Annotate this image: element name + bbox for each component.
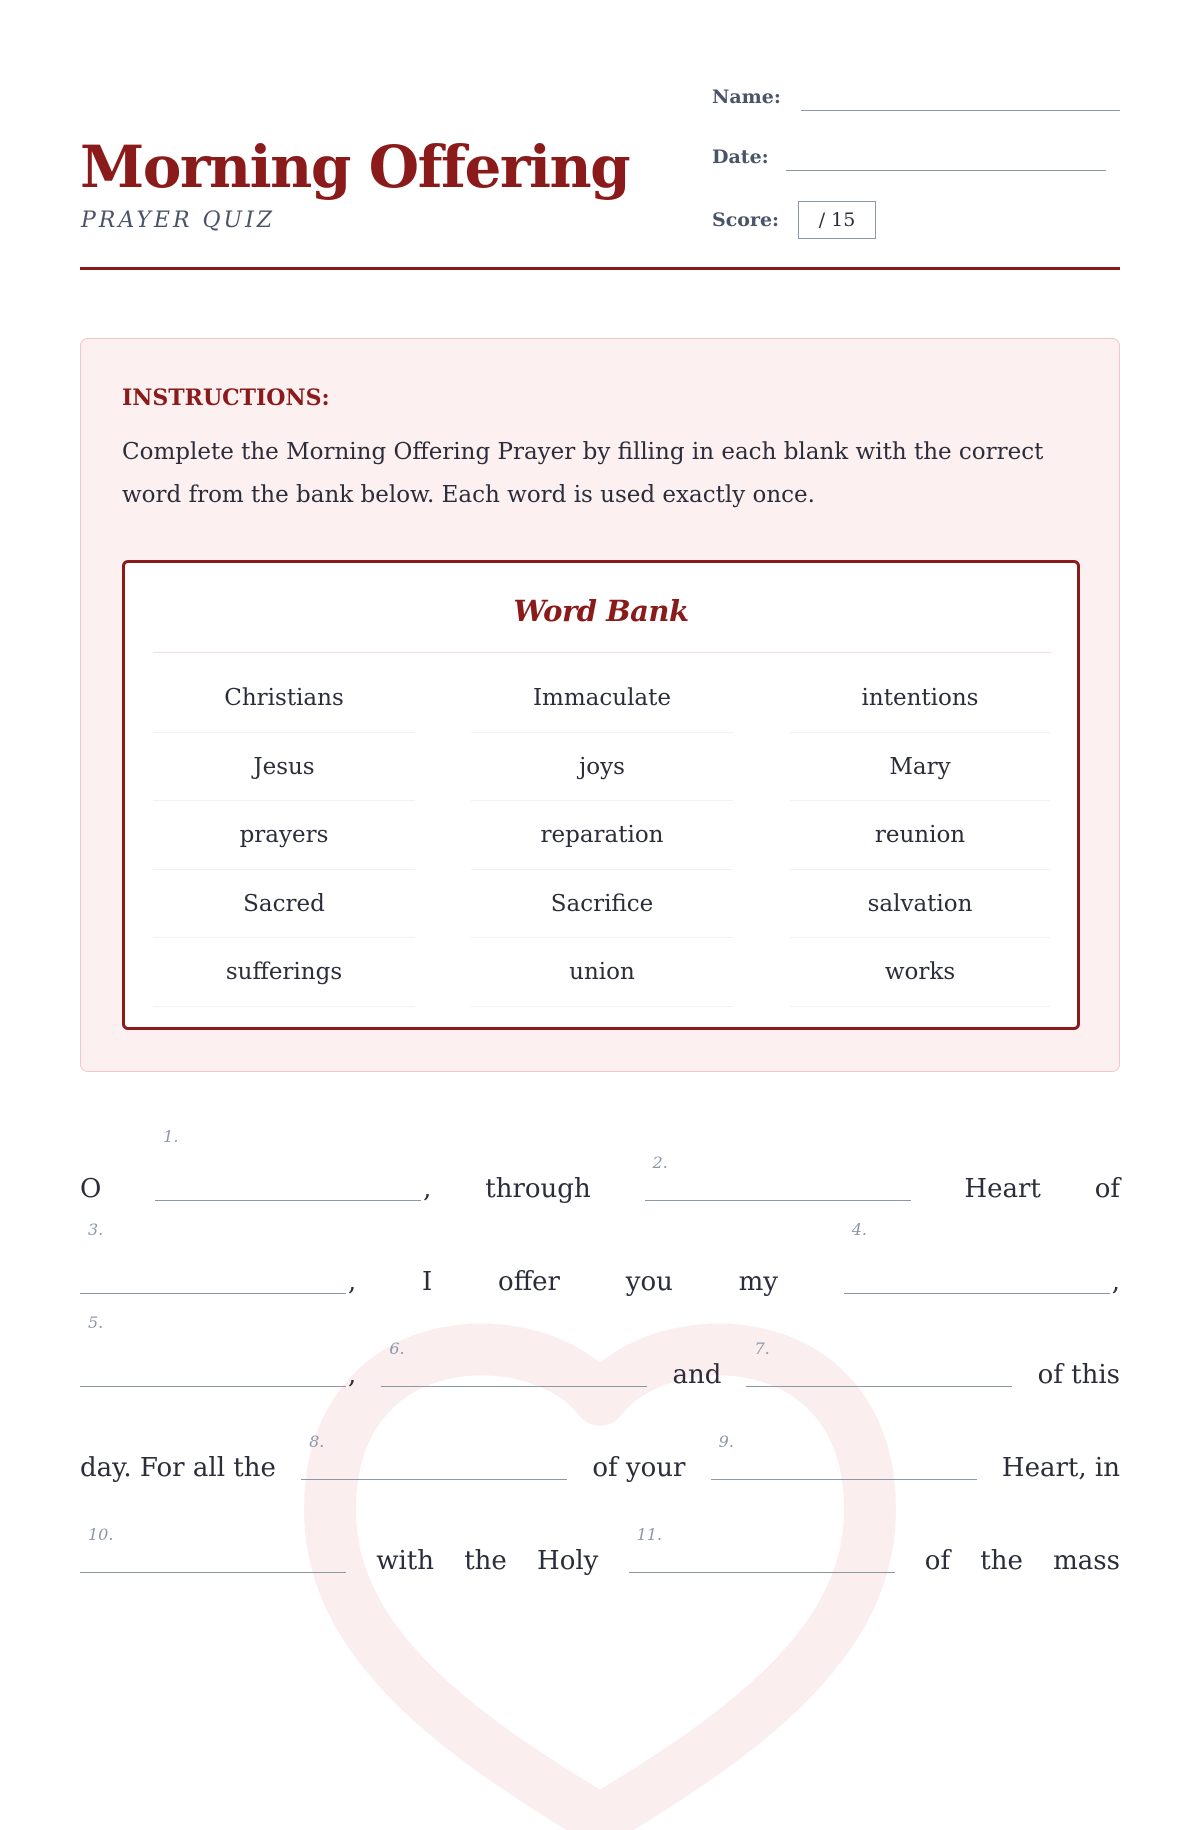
prayer-word: I bbox=[422, 1267, 433, 1297]
prayer-word: you bbox=[625, 1267, 673, 1297]
word-bank-item: reunion bbox=[789, 801, 1051, 870]
prayer-word: Heart bbox=[964, 1174, 1041, 1204]
prayer-line-1 bbox=[80, 1127, 1120, 1204]
blank-4[interactable] bbox=[844, 1220, 1120, 1297]
blank-number: 10. bbox=[88, 1525, 114, 1544]
blank-9[interactable] bbox=[711, 1432, 977, 1483]
page-subtitle: PRAYER QUIZ bbox=[81, 208, 276, 233]
blank-line[interactable] bbox=[645, 1200, 911, 1201]
blank-11[interactable] bbox=[629, 1525, 895, 1576]
prayer-word: day. For all the bbox=[80, 1453, 276, 1483]
prayer-word: the bbox=[464, 1546, 507, 1576]
prayer-word: with bbox=[376, 1546, 434, 1576]
prayer-line-5 bbox=[80, 1525, 1120, 1576]
prayer-word: O bbox=[80, 1174, 102, 1204]
prayer-word: and bbox=[672, 1360, 722, 1390]
prayer-word: my bbox=[738, 1267, 778, 1297]
blank-8[interactable] bbox=[301, 1432, 567, 1483]
word-bank-item: sufferings bbox=[153, 938, 415, 1007]
header-divider bbox=[80, 267, 1120, 270]
blank-3[interactable] bbox=[80, 1220, 357, 1297]
blank-number: 9. bbox=[718, 1432, 734, 1451]
word-bank-title: Word Bank bbox=[513, 594, 689, 628]
instructions-heading: INSTRUCTIONS: bbox=[122, 385, 330, 411]
prayer-word: mass bbox=[1053, 1546, 1120, 1576]
blank-number: 8. bbox=[309, 1432, 325, 1451]
prayer-line-2 bbox=[80, 1220, 1120, 1297]
word-bank-item: Sacrifice bbox=[471, 870, 733, 939]
blank-number: 4. bbox=[851, 1220, 867, 1239]
blank-line[interactable] bbox=[629, 1572, 895, 1573]
punctuation: , bbox=[1111, 1267, 1120, 1297]
blank-5[interactable] bbox=[80, 1313, 357, 1390]
word-bank-divider bbox=[153, 652, 1051, 653]
score-label: Score: bbox=[712, 209, 780, 231]
blank-number: 2. bbox=[652, 1153, 668, 1172]
blank-number: 1. bbox=[163, 1127, 179, 1146]
word-bank-item: Immaculate bbox=[471, 664, 733, 733]
blank-line[interactable] bbox=[381, 1386, 647, 1387]
blank-line[interactable] bbox=[746, 1386, 1012, 1387]
date-field[interactable] bbox=[786, 170, 1106, 171]
prayer-word: Holy bbox=[537, 1546, 599, 1576]
blank-line[interactable] bbox=[155, 1200, 421, 1201]
blank-1[interactable] bbox=[155, 1127, 432, 1204]
prayer-line-3 bbox=[80, 1313, 1120, 1390]
page-title: Morning Offering bbox=[80, 133, 630, 201]
word-bank-item: prayers bbox=[153, 801, 415, 870]
prayer-word: of bbox=[1094, 1174, 1120, 1204]
blank-number: 3. bbox=[88, 1220, 104, 1239]
date-label: Date: bbox=[712, 146, 769, 168]
score-box[interactable] bbox=[798, 201, 876, 239]
blank-line[interactable] bbox=[80, 1386, 346, 1387]
prayer-word: Heart, in bbox=[1001, 1453, 1120, 1483]
punctuation: , bbox=[348, 1267, 357, 1297]
blank-2[interactable] bbox=[645, 1153, 911, 1204]
prayer-word: of your bbox=[592, 1453, 686, 1483]
blank-number: 5. bbox=[88, 1313, 104, 1332]
word-bank-item: works bbox=[789, 938, 1051, 1007]
blank-number: 6. bbox=[389, 1339, 405, 1358]
prayer-word: the bbox=[980, 1546, 1023, 1576]
prayer-line-4 bbox=[80, 1432, 1120, 1483]
word-bank-item: salvation bbox=[789, 870, 1051, 939]
word-bank-item: reparation bbox=[471, 801, 733, 870]
word-bank-grid bbox=[153, 664, 1051, 1007]
blank-line[interactable] bbox=[844, 1293, 1110, 1294]
prayer-word: offer bbox=[498, 1267, 560, 1297]
blank-line[interactable] bbox=[80, 1293, 346, 1294]
prayer-word: of this bbox=[1037, 1360, 1120, 1390]
word-bank-item: joys bbox=[471, 733, 733, 802]
score-value: / 15 bbox=[818, 209, 856, 231]
blank-6[interactable] bbox=[381, 1339, 647, 1390]
word-bank-item: Mary bbox=[789, 733, 1051, 802]
blank-line[interactable] bbox=[711, 1479, 977, 1480]
word-bank-item: Sacred bbox=[153, 870, 415, 939]
word-bank bbox=[122, 560, 1080, 1030]
name-field[interactable] bbox=[801, 110, 1120, 111]
blank-10[interactable] bbox=[80, 1525, 346, 1576]
name-label: Name: bbox=[712, 86, 781, 108]
word-bank-item: union bbox=[471, 938, 733, 1007]
blank-number: 7. bbox=[754, 1339, 770, 1358]
word-bank-item: Jesus bbox=[153, 733, 415, 802]
instructions-text: Complete the Morning Offering Prayer by filling in each blank with the correct word from the bank below. Each word is used exactly once. bbox=[122, 439, 1044, 508]
prayer-word: of bbox=[924, 1546, 951, 1576]
blank-7[interactable] bbox=[746, 1339, 1012, 1390]
instructions-panel bbox=[80, 338, 1120, 1072]
word-bank-item: Christians bbox=[153, 664, 415, 733]
word-bank-item: intentions bbox=[789, 664, 1051, 733]
blank-line[interactable] bbox=[301, 1479, 567, 1480]
prayer-word: through bbox=[485, 1174, 591, 1204]
blank-line[interactable] bbox=[80, 1572, 346, 1573]
punctuation: , bbox=[423, 1174, 432, 1204]
blank-number: 11. bbox=[636, 1525, 663, 1544]
punctuation: , bbox=[348, 1360, 357, 1390]
